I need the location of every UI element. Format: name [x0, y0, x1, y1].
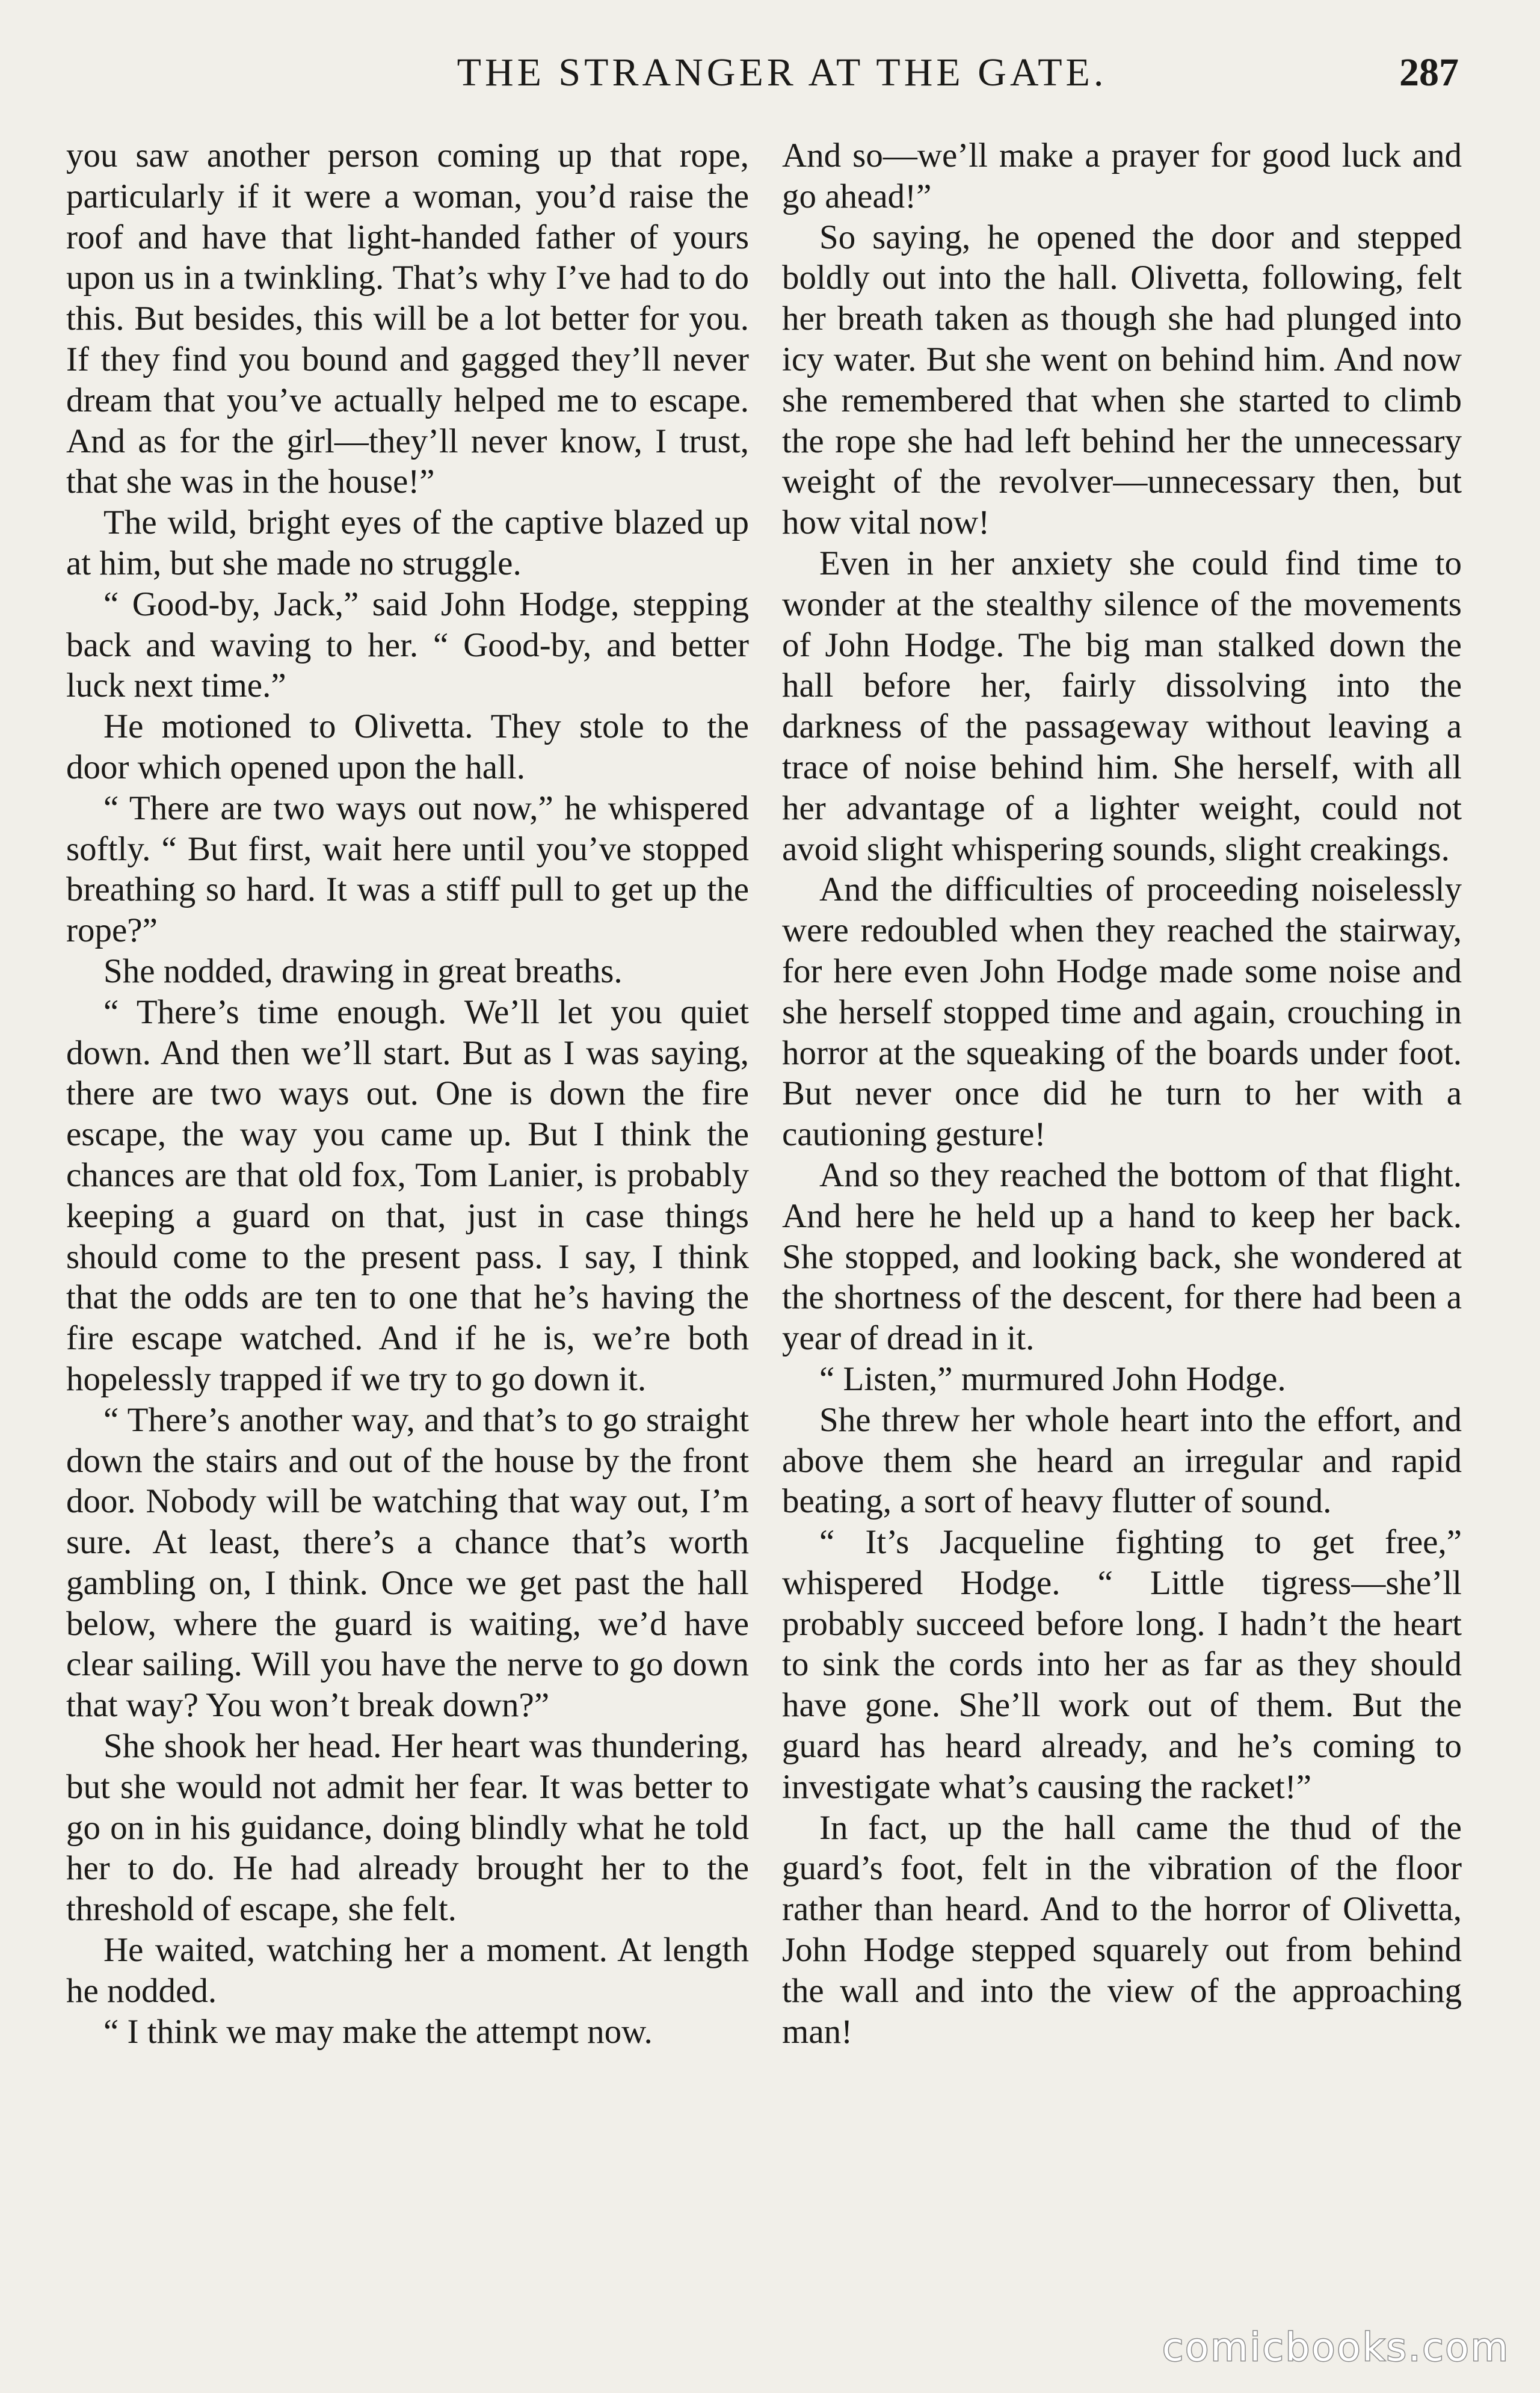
paragraph: “ There’s another way, and that’s to go straight down the stairs and out of the house by the front door. Nobody will be watching that way out, I’m sure. At least, there’s a chance that’s worth gambling on, I think. Once we get past the hall below, where the guard is waiting, we’d have clear sailing. Will you have the nerve to go down that way? You won’t break down?” — [66, 1400, 749, 1725]
paragraph: The wild, bright eyes of the captive blazed up at him, but she made no struggle. — [66, 504, 749, 582]
paragraph: So saying, he opened the door and stepped boldly out into the hall. Olivetta, following, felt her breath taken as though she had plunged into icy water. But she went on behind him. And now she remembered that when she started to climb the rope she had left behind her the unnecessary weight of the revolver—unnecessary then, but how vital now! — [782, 218, 1462, 542]
paragraph: “ Good-by, Jack,” said John Hodge, stepping back and waving to her. “ Good-by, and better luck next time.” — [66, 585, 749, 705]
page-number: 287 — [1399, 51, 1459, 94]
paragraph: He motioned to Olivetta. They stole to the door which opened upon the hall. — [66, 707, 749, 786]
paragraph: He waited, watching her a moment. At length he nodded. — [66, 1931, 749, 2010]
paragraph: And the difficulties of proceeding noiselessly were redoubled when they reached the stairway, for here even John Hodge made some noise and she herself stopped time and again, crouching in horror at the squeaking of the boards under foot. But never once did he turn to her with a cautioning gesture! — [782, 870, 1462, 1154]
watermark: comicbooks.com — [1162, 2326, 1510, 2370]
paragraph: She shook her head. Her heart was thundering, but she would not admit her fear. It was better to go on in his guidance, doing blindly what he told her to do. He had already brought her to the threshold of escape, she felt. — [66, 1727, 749, 1929]
paragraph: She nodded, drawing in great breaths. — [103, 952, 623, 990]
paragraph: “ Listen,” murmured John Hodge. — [819, 1360, 1286, 1398]
paragraph: Even in her anxiety she could find time to wonder at the stealthy silence of the movements of John Hodge. The big man stalked down the hall before her, fairly dissolving into the darkness of the passageway without leaving a trace of noise behind him. She herself, with all her advantage of a lighter weight, could not avoid slight whispering sounds, slight creakings. — [782, 544, 1462, 868]
right-text-column — [782, 135, 1462, 2052]
paragraph: “ I think we may make the attempt now. — [103, 2012, 653, 2051]
paragraph: “ There’s time enough. We’ll let you quiet down. And then we’ll start. But as I was saying, there are two ways out. One is down the fire escape, the way you came up. But I think the chances are that old fox, Tom Lanier, is probably keeping a guard on that, just in case things should come to the present pass. I say, I think that the odds are ten to one that he’s having the fire escape watched. And if he is, we’re both hopelessly trapped if we try to go down it. — [66, 993, 749, 1398]
running-title: THE STRANGER AT THE GATE. — [457, 51, 1107, 94]
paragraph: “ There are two ways out now,” he whispered softly. “ But first, wait here until you’ve stopped breathing so hard. It was a stiff pull to get up the rope?” — [66, 789, 749, 950]
paragraph: In fact, up the hall came the thud of the guard’s foot, felt in the vibration of the floor rather than heard. And to the horror of Olivetta, John Hodge stepped squarely out from behind the wall and into the view of the approaching man! — [782, 1808, 1462, 2051]
paragraph: you saw another person coming up that rope, particularly if it were a woman, you’d raise the roof and have that light-handed father of yours upon us in a twinkling. That’s why I’ve had to do this. But besides, this will be a lot better for you. If they find you bound and gagged they’ll never dream that you’ve actually helped me to escape. And as for the girl—they’ll never know, I trust, that she was in the house!” — [66, 137, 749, 501]
paragraph: And so—we’ll make a prayer for good luck and go ahead!” — [782, 137, 1462, 215]
paragraph: And so they reached the bottom of that flight. And here he held up a hand to keep her back. She stopped, and looking back, she wondered at the shortness of the descent, for there had been a year of dread in it. — [782, 1156, 1462, 1358]
paragraph: She threw her whole heart into the effort, and above them she heard an irregular and rapid beating, a sort of heavy flutter of sound. — [782, 1400, 1462, 1521]
left-text-column — [66, 135, 749, 2052]
paragraph: “ It’s Jacqueline fighting to get free,” whispered Hodge. “ Little tigress—she’ll probably succeed before long. I hadn’t the heart to sink the cords into her as far as they should have gone. She’ll work out of them. But the guard has heard already, and he’s coming to investigate what’s causing the racket!” — [782, 1523, 1462, 1806]
